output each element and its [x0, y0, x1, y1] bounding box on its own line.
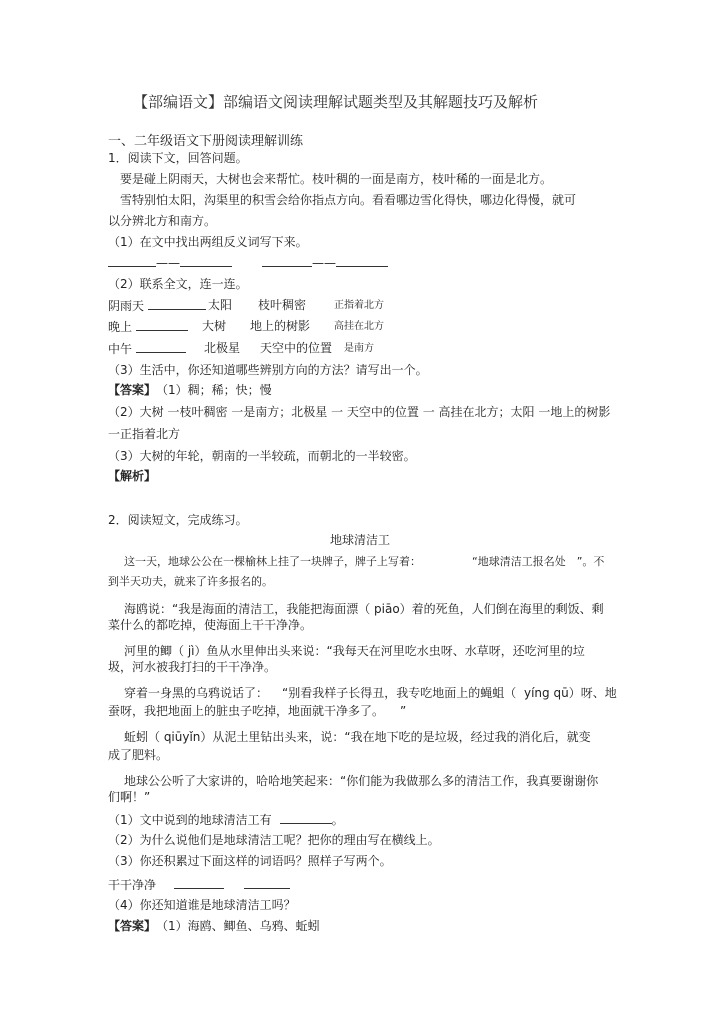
story-title: 地球清洁工 — [330, 533, 391, 547]
dash: —— — [312, 256, 336, 270]
match-right-item: 地上的树影 — [250, 319, 311, 333]
story-p1-sign: “地球清洁工报名处 ”。不 — [472, 555, 605, 568]
match-far-item: 正指着北方 — [334, 300, 384, 311]
answer-blank[interactable] — [280, 811, 332, 824]
story-p6-cont: 们啊！” — [108, 790, 151, 804]
q2-word-example: 干干净净 — [108, 876, 290, 893]
answer-blank[interactable] — [108, 254, 156, 267]
q1-answer-2: （2）大树 一枝叶稠密 一是南方；北极星 一 天空中的位置 一 高挂在北方；太阳 一地上的树影 — [108, 405, 611, 419]
answer-blank[interactable] — [244, 876, 290, 889]
q1-heading: 1．阅读下文，回答问题。 — [108, 151, 248, 165]
match-right-item: 天空中的位置 — [260, 341, 333, 355]
q1-paragraph-2-cont: 以分辨北方和南方。 — [108, 214, 217, 228]
match-left-item: 阴雨天 — [108, 297, 206, 314]
answer-blank[interactable] — [174, 876, 224, 889]
story-p1: 这一天，地球公公在一棵榆林上挂了一块牌子，牌子上写着： — [124, 555, 421, 568]
q1-answer-line-2 — [262, 254, 388, 271]
q2-subquestion-3: （3）你还积累过下面这样的词语吗？照样子写两个。 — [108, 854, 392, 868]
answer-blank[interactable] — [336, 254, 388, 267]
answer-blank[interactable] — [136, 318, 188, 331]
q1-subquestion-3: （3）生活中，你还知道哪些辨别方向的方法？请写出一个。 — [108, 363, 428, 377]
story-p1-cont: 到半天功夫，就来了许多报名的。 — [108, 575, 273, 588]
match-mid-item: 大树 — [202, 319, 227, 333]
answer-label: 【答案】 — [108, 919, 157, 933]
story-p4-pinyin: yíng qū）呀、地 — [524, 686, 617, 700]
q1-answer-line-1 — [108, 254, 232, 271]
story-p4: 穿着一身黑的乌鸦说话了： — [124, 686, 269, 700]
q2-subquestion-4: （4）你还知道谁是地球清洁工吗？ — [108, 898, 296, 912]
match-far-item: 是南方 — [344, 343, 374, 354]
match-right-item: 枝叶稠密 — [258, 298, 307, 312]
q1-subquestion-2: （2）联系全文，连一连。 — [108, 277, 248, 291]
story-p3: 河里的鲫（ jì）鱼从水里伸出头来说：“我每天在河里吃水虫呀、水草呀，还吃河里的垃 — [124, 644, 585, 658]
story-p4-cont: 蚕呀，我把地面上的脏虫子吃掉，地面就干净多了。 — [108, 704, 385, 718]
answer-blank[interactable] — [180, 254, 232, 267]
section-heading: 一、二年级语文下册阅读理解训练 — [108, 134, 304, 149]
match-far-item: 高挂在北方 — [334, 321, 384, 332]
analysis-label: 【解析】 — [108, 469, 157, 483]
answer-label: 【答案】 — [108, 383, 157, 397]
q2-answer-1: 【答案】 （1）海鸥、鲫鱼、乌鸦、蚯蚓 — [108, 919, 320, 933]
story-p5-cont: 成了肥料。 — [108, 748, 169, 762]
match-left-item: 中午 — [108, 340, 186, 357]
q2-subquestion-2: （2）为什么说他们是地球清洁工呢？把你的理由写在横线上。 — [108, 833, 440, 847]
page-title: 【部编语文】部编语文阅读理解试题类型及其解题技巧及解析 — [133, 93, 539, 111]
dash: —— — [156, 256, 180, 270]
match-mid-item: 太阳 — [208, 298, 233, 312]
q2-subquestion-1: （1）文中说到的地球清洁工有 。 — [108, 813, 344, 827]
story-p6: 地球公公听了大家讲的，哈哈地笑起来：“你们能为我做那么多的清洁工作，我真要谢谢你 — [124, 774, 599, 788]
q1-paragraph-1: 要是碰上阴雨天，大树也会来帮忙。枝叶稠的一面是南方，枝叶稀的一面是北方。 — [120, 172, 553, 186]
story-p2: 海鸥说：“我是海面的清洁工，我能把海面漂（ piāo）着的死鱼，人们倒在海里的剩饭、剩 — [124, 602, 604, 616]
answer-blank[interactable] — [262, 254, 312, 267]
answer-blank[interactable] — [136, 340, 186, 353]
q1-answer-1: 【答案】 （1）稠；稀；快；慢 — [108, 383, 272, 397]
q2-heading: 2．阅读短文，完成练习。 — [108, 513, 248, 527]
story-p5: 蚯蚓（ qiūyǐn）从泥土里钻出头来，说：“我在地下吃的是垃圾，经过我的消化后，就变 — [124, 730, 591, 744]
match-mid-item: 北极星 — [204, 341, 241, 355]
match-left-item: 晚上 — [108, 318, 188, 335]
q1-answer-2-cont: 一正指着北方 — [108, 427, 181, 441]
story-p2-cont: 菜什么的都吃掉，使海面上干干净净。 — [108, 618, 313, 632]
story-p4-quote: “别看我样子长得丑，我专吃地面上的蝇蛆（ — [282, 686, 517, 700]
story-p3-cont: 圾，河水被我打扫的干干净净。 — [108, 660, 277, 674]
q1-subquestion-1: （1）在文中找出两组反义词写下来。 — [108, 235, 308, 249]
q1-answer-3: （3）大树的年轮，朝南的一半较疏，而朝北的一半较密。 — [108, 449, 416, 463]
story-p4-close: ” — [400, 704, 407, 718]
answer-blank[interactable] — [148, 297, 206, 310]
q1-paragraph-2: 雪特别怕太阳，沟渠里的积雪会给你指点方向。看看哪边雪化得快，哪边化得慢，就可 — [120, 193, 577, 207]
